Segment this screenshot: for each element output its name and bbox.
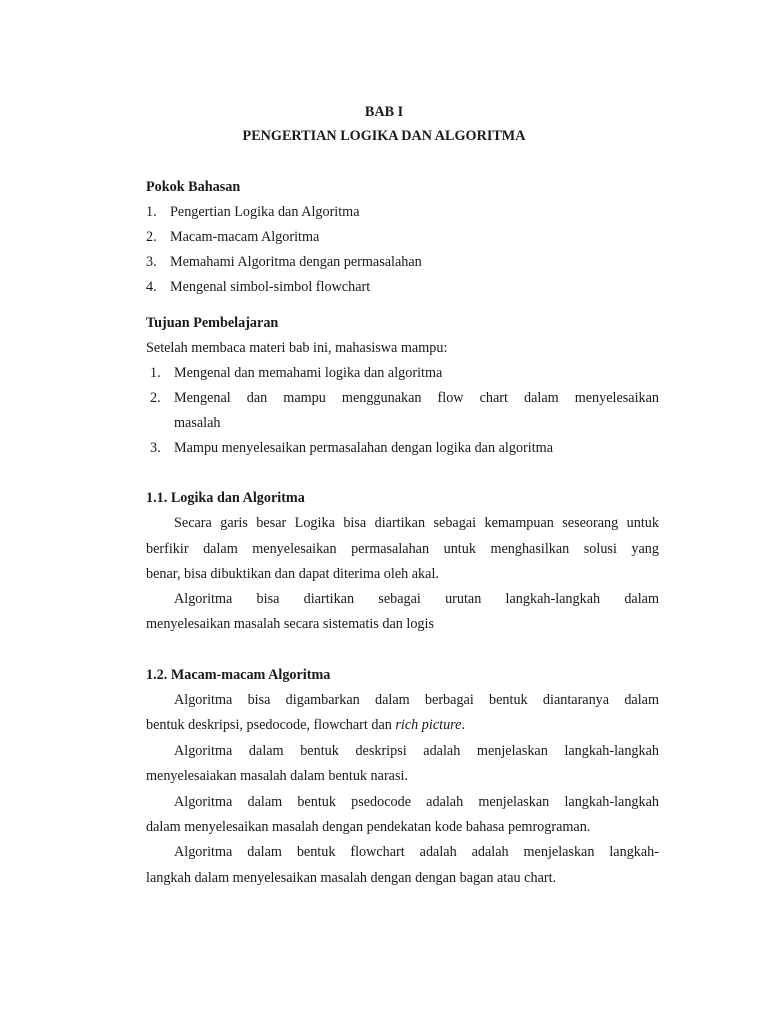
- list-item-number: 4.: [146, 279, 157, 295]
- list-item-number: 3.: [146, 254, 157, 270]
- list-item: Mampu menyelesaikan permasalahan dengan logika dan algoritma: [174, 440, 553, 456]
- tujuan-heading: Tujuan Pembelajaran: [146, 315, 279, 331]
- paragraph-line: Secara garis besar Logika bisa diartikan sebagai kemampuan seseorang untuk: [174, 515, 659, 531]
- section-heading: 1.2. Macam-macam Algoritma: [146, 667, 331, 683]
- emphasis-text: rich picture: [395, 717, 462, 733]
- paragraph-line: langkah dalam menyelesaikan masalah dengan dengan bagan atau chart.: [146, 870, 557, 886]
- list-item-number: 2.: [146, 229, 157, 245]
- chapter-title: PENGERTIAN LOGIKA DAN ALGORITMA: [242, 128, 526, 144]
- list-item-number: 2.: [150, 390, 161, 406]
- paragraph-tail: .: [461, 717, 466, 733]
- list-item: Pengertian Logika dan Algoritma: [170, 204, 360, 220]
- paragraph-line: Algoritma bisa diartikan sebagai urutan langkah-langkah dalam: [174, 591, 659, 607]
- paragraph-line: [146, 717, 465, 734]
- list-item-number: 1.: [146, 204, 157, 220]
- list-item-continuation: masalah: [174, 415, 221, 431]
- list-item: Mengenal dan mampu menggunakan flow chart dalam menyelesaikan: [174, 390, 659, 406]
- paragraph-line: Algoritma dalam bentuk flowchart adalah adalah menjelaskan langkah-: [174, 844, 659, 860]
- paragraph-line: benar, bisa dibuktikan dan dapat diterima oleh akal.: [146, 566, 439, 582]
- paragraph-line: Algoritma dalam bentuk deskripsi adalah menjelaskan langkah-langkah: [174, 743, 659, 759]
- paragraph-line: berfikir dalam menyelesaikan permasalahan untuk menghasilkan solusi yang: [146, 541, 659, 557]
- list-item: Mengenal dan memahami logika dan algoritma: [174, 365, 443, 381]
- paragraph-text: bentuk deskripsi, psedocode, flowchart dan: [146, 717, 396, 733]
- paragraph-line: menyelesaiakan masalah dalam bentuk narasi.: [146, 768, 408, 784]
- paragraph-line: Algoritma dalam bentuk psedocode adalah menjelaskan langkah-langkah: [174, 794, 659, 810]
- paragraph-line: dalam menyelesaikan masalah dengan pendekatan kode bahasa pemrograman.: [146, 819, 591, 835]
- list-item-number: 1.: [150, 365, 161, 381]
- section-heading: 1.1. Logika dan Algoritma: [146, 490, 305, 506]
- chapter-label: BAB I: [364, 104, 404, 120]
- paragraph-line: Algoritma bisa digambarkan dalam berbagai bentuk diantaranya dalam: [174, 692, 659, 708]
- list-item-number: 3.: [150, 440, 161, 456]
- paragraph-line: menyelesaikan masalah secara sistematis dan logis: [146, 616, 434, 632]
- list-item: Memahami Algoritma dengan permasalahan: [170, 254, 422, 270]
- list-item: Macam-macam Algoritma: [170, 229, 320, 245]
- list-item: Mengenal simbol-simbol flowchart: [170, 279, 371, 295]
- tujuan-intro: Setelah membaca materi bab ini, mahasiswa mampu:: [146, 340, 448, 356]
- pokok-bahasan-heading: Pokok Bahasan: [146, 179, 241, 195]
